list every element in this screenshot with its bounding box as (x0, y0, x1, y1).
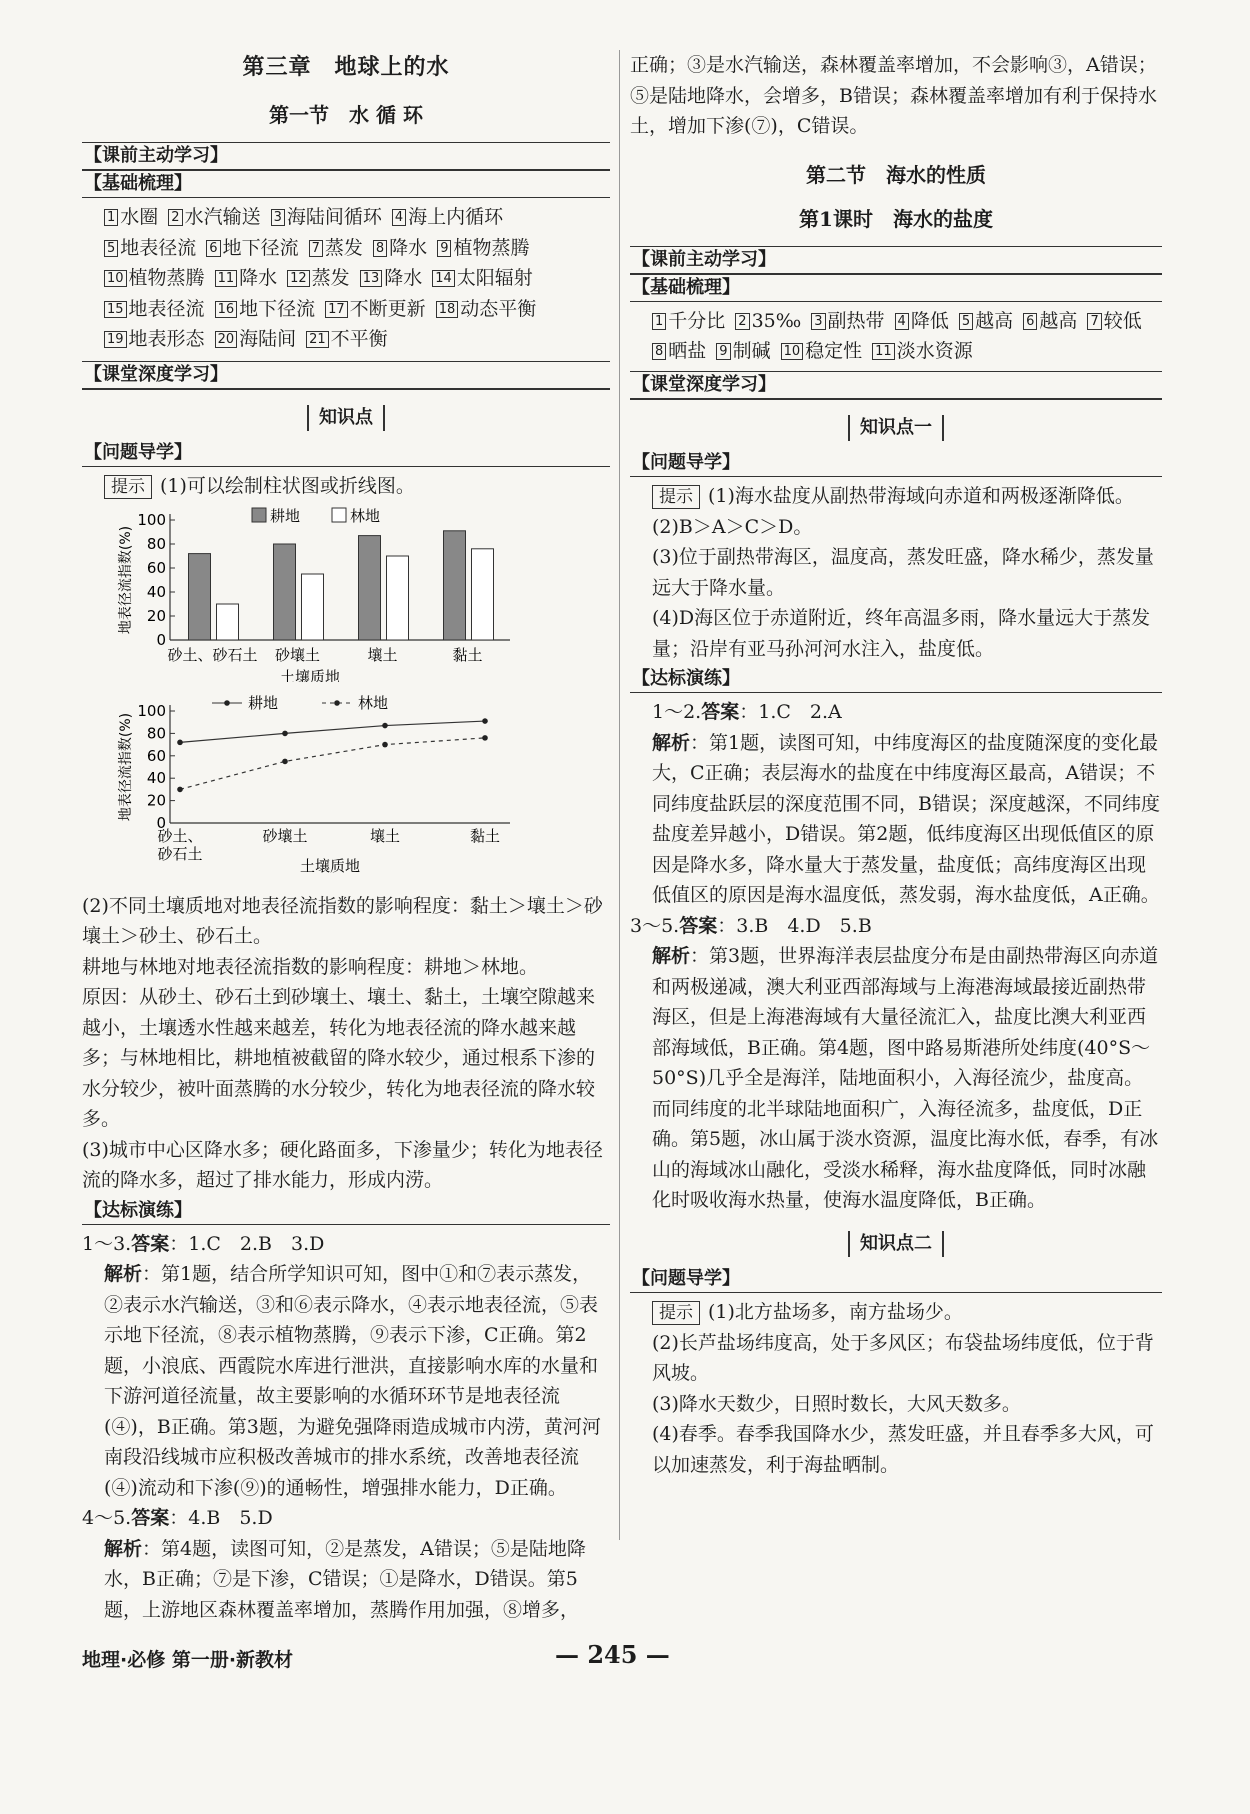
basics2-item (895, 306, 949, 337)
knowledge-point-1 (630, 412, 1162, 443)
basics-item (287, 263, 350, 294)
analysis-2 (82, 1534, 610, 1626)
guide-3: (3)位于副热带海区，温度高，蒸发旺盛，降水稀少，蒸发量远大于降水量。 (652, 546, 1154, 599)
analysis-label: 解析 (104, 1537, 143, 1560)
item-text: 降低 (910, 309, 949, 332)
class-study-header-2: 【课堂深度学习】 (630, 371, 1162, 400)
item-text: 地表径流 (128, 297, 205, 320)
tip-line (82, 471, 610, 502)
point-耕地 (382, 723, 388, 729)
practice-header: 【达标演练】 (82, 1198, 610, 1225)
basics-item (215, 294, 316, 325)
item-text: 越高 (1039, 309, 1078, 332)
item-text: 植物蒸腾 (453, 236, 530, 259)
item-number: 11 (872, 343, 895, 360)
basics-header: 【基础梳理】 (82, 171, 610, 198)
y-tick-label: 40 (146, 582, 166, 601)
x-tick-label: 砂壤土 (262, 827, 308, 845)
legend-label: 耕地 (270, 506, 301, 525)
basics-item (168, 202, 260, 233)
item-text: 植物蒸腾 (128, 267, 205, 289)
item-text: 越高 (975, 309, 1014, 332)
point-林地 (382, 742, 388, 748)
guide-header: 【问题导学】 (82, 440, 610, 467)
point-林地 (282, 759, 288, 765)
item-text: 降水 (239, 267, 278, 289)
left-column (82, 50, 610, 1625)
knowledge-point-1-label: 知识点一 (848, 415, 944, 441)
item-number: 12 (287, 270, 310, 287)
para-2: (2)不同土壤质地对地表径流指数的影响程度：黏土＞壤土＞砂壤土＞砂土、砂石土。 (82, 894, 603, 947)
basics-item (104, 263, 205, 294)
bar-林地 (217, 604, 239, 640)
point-耕地 (177, 740, 183, 746)
bar-耕地 (359, 535, 381, 639)
section-title: 第一节 水 循 环 (269, 103, 423, 127)
right-column (630, 50, 1162, 1480)
item-number: 8 (373, 240, 387, 257)
x-tick-label: 砂土、砂石土 (167, 645, 258, 664)
answer-label: 答案 (701, 701, 740, 723)
item-number: 15 (104, 301, 127, 318)
answer-2 (82, 1503, 610, 1534)
y-tick-label: 60 (146, 746, 166, 765)
answer-r2-range: 3～5. (630, 914, 680, 937)
answer-r1 (630, 697, 1162, 728)
y-tick-label: 80 (146, 534, 166, 553)
basics-item (325, 294, 426, 325)
item-text: 不平衡 (330, 328, 388, 350)
legend-swatch (252, 508, 266, 522)
item-text: 水汽输送 (184, 206, 261, 228)
point-林地 (177, 787, 183, 793)
y-tick-label: 80 (146, 724, 166, 743)
bar-chart-svg (82, 502, 610, 682)
item-text: 晒盐 (668, 340, 707, 362)
footer-subject: 地理·必修 第一册·新教材 (82, 1649, 294, 1671)
item-text: 海陆间循环 (286, 206, 382, 228)
item-text: 蒸发 (311, 267, 350, 289)
item-text: 动态平衡 (460, 297, 537, 320)
basics2-item (781, 336, 863, 367)
basics2-item (811, 306, 884, 337)
point-林地 (482, 735, 488, 741)
bar-耕地 (274, 544, 296, 640)
x-tick-label: 砂石土 (157, 845, 203, 863)
guide-header-2: 【问题导学】 (630, 450, 1162, 477)
item-number: 14 (432, 270, 455, 287)
para-4: 原因：从砂土、砂石土到砂壤土、壤土、黏土，土壤空隙越来越小，土壤透水性越来越差，转化为地表径流的降水越来越多；与林地相比，耕地植被截留的降水较少，通过根系下渗的水分较少，被叶面蒸腾的水分较少，转化为地表径流的降水较多。 (82, 986, 596, 1130)
basics-item (432, 263, 533, 294)
y-tick-label: 100 (137, 702, 166, 720)
item-text: 太阳辐射 (456, 267, 533, 289)
analysis-2-text: ：第4题，读图可知，②是蒸发，A错误；⑤是陆地降水，B正确；⑦是下渗，C错误；①是降水，D错误。第5题，上游地区森林覆盖率增加，蒸腾作用加强，⑧增多， (104, 1537, 586, 1621)
guide-1 (630, 481, 1162, 512)
answer-2-range: 4～5. (82, 1507, 132, 1529)
item-number: 5 (959, 313, 973, 330)
guide2-2: (2)长芦盐场纬度高，处于多风区；布袋盐场纬度低，位于背风坡。 (652, 1331, 1154, 1384)
knowledge-point-label: 知识点 (307, 405, 385, 431)
guide2-1 (630, 1297, 1162, 1328)
guide-2: (2)B＞A＞C＞D。 (652, 515, 813, 538)
item-number: 18 (436, 301, 459, 318)
y-tick-label: 100 (137, 510, 166, 529)
legend-swatch (332, 508, 346, 522)
point-耕地 (482, 718, 488, 724)
item-text: 海陆间 (239, 328, 297, 350)
item-text: 地下径流 (222, 236, 299, 259)
legend-label: 林地 (350, 506, 381, 525)
point-耕地 (282, 731, 288, 737)
answer-label: 答案 (679, 914, 718, 937)
item-text: 不断更新 (349, 297, 426, 320)
basics2-item (652, 306, 725, 337)
answer-r1-range: 1～2. (652, 701, 702, 723)
y-tick-label: 0 (156, 814, 166, 832)
item-number: 17 (325, 301, 348, 318)
x-tick-label: 砂土、 (157, 827, 203, 845)
item-number: 21 (306, 331, 329, 348)
basics2-item (959, 306, 1013, 337)
answer-r1-values: ：1.C 2.A (739, 701, 842, 723)
answer-label: 答案 (131, 1232, 170, 1255)
knowledge-point (82, 402, 610, 433)
item-number: 3 (811, 313, 825, 330)
item-number: 10 (781, 343, 804, 360)
basics-item (309, 233, 363, 264)
item-text: 地表径流 (120, 236, 197, 259)
item-text: 降水 (389, 236, 428, 259)
guide2-4: (4)春季。春季我国降水少，蒸发旺盛，并且春季多大风，可以加速蒸发，利于海盐晒制。 (652, 1423, 1154, 1476)
guide2-3: (3)降水天数少，日照时数长，大风天数多。 (652, 1392, 1021, 1415)
basics2-item (652, 336, 706, 367)
basics-item (436, 294, 537, 325)
legend-marker (224, 700, 230, 706)
knowledge-point-2 (630, 1228, 1162, 1259)
y-axis-label: 地表径流指数(%) (118, 712, 134, 822)
item-number: 1 (652, 313, 666, 330)
item-number: 4 (895, 313, 909, 330)
para-3: 耕地与林地对地表径流指数的影响程度：耕地＞林地。 (82, 955, 539, 978)
basics-item (437, 233, 529, 264)
basics-item (360, 263, 423, 294)
item-text: 海上内循环 (408, 206, 504, 228)
analysis-1 (82, 1259, 610, 1503)
item-number: 2 (735, 313, 749, 330)
answer-2-values: ：4.B 5.D (169, 1507, 273, 1529)
item-text: 地下径流 (239, 297, 316, 320)
item-text: 水圈 (120, 206, 159, 228)
item-number: 1 (104, 209, 118, 226)
line-chart (82, 691, 610, 891)
class-study-header: 【课堂深度学习】 (82, 361, 610, 390)
item-text: 较低 (1103, 309, 1142, 332)
page-number: — 245 — (555, 1640, 670, 1669)
basics-header-2: 【基础梳理】 (630, 275, 1162, 302)
item-text: 稳定性 (805, 340, 863, 362)
y-tick-label: 20 (146, 791, 166, 810)
answer-r2 (630, 911, 1162, 942)
item-text: 制碱 (732, 340, 771, 362)
item-text: 降水 (384, 267, 423, 289)
bar-林地 (387, 556, 409, 640)
item-number: 6 (206, 240, 220, 257)
item-number: 5 (104, 240, 118, 257)
item-number: 9 (716, 343, 730, 360)
guide-1-text: (1)海水盐度从副热带海域向赤道和两极逐渐降低。 (708, 485, 1134, 507)
basics2-item (716, 336, 770, 367)
basics-item (104, 324, 205, 355)
basics-items-2 (630, 306, 1162, 367)
legend-label: 耕地 (248, 694, 279, 712)
chapter-title: 第三章 地球上的水 (242, 54, 450, 80)
analysis-r1-text: ：第1题，读图可知，中纬度海区的盐度随深度的变化最大，C正确；表层海水的盐度在中纬度海区最高，A错误；不同纬度盐跃层的深度范围不同，B错误；深度越深，不同纬度盐度差异越小，D错误。第2题，低纬度海区出现低值区的原因是降水多，降水量大于蒸发量，盐度低；高纬度海区出现低值区的原因是海水温度低，蒸发弱，海水盐度低，A正确。 (652, 731, 1160, 906)
item-text: 淡水资源 (896, 340, 973, 362)
continued-text: 正确；③是水汽输送，森林覆盖率增加，不会影响③，A错误；⑤是陆地降水，会增多，B错误；森林覆盖率增加有利于保持水土，增加下渗(⑦)，C错误。 (630, 54, 1157, 137)
answer-1-range: 1～3. (82, 1232, 132, 1255)
answer-1 (82, 1229, 610, 1260)
tip-box: 提示 (104, 475, 152, 499)
basics-item (392, 202, 503, 233)
item-text: 千分比 (668, 309, 726, 332)
item-number: 10 (104, 270, 127, 287)
tip-box-2: 提示 (652, 485, 700, 509)
tip-text: (1)可以绘制柱状图或折线图。 (160, 475, 415, 497)
basics-item (271, 202, 382, 233)
basics-item (215, 324, 297, 355)
analysis-r1 (630, 728, 1162, 911)
analysis-label: 解析 (652, 731, 691, 754)
pre-study-header: 【课前主动学习】 (82, 142, 610, 171)
knowledge-point-2-label: 知识点二 (848, 1231, 944, 1257)
bar-林地 (472, 548, 494, 639)
y-axis-label: 地表径流指数(%) (118, 525, 134, 634)
para-5: (3)城市中心区降水多；硬化路面多，下渗量少；转化为地表径流的降水多，超过了排水能力，形成内涝。 (82, 1138, 603, 1191)
practice-header-2: 【达标演练】 (630, 666, 1162, 693)
item-number: 2 (168, 209, 182, 226)
legend-label: 林地 (358, 694, 389, 712)
basics2-item (1023, 306, 1077, 337)
basics-item (206, 233, 298, 264)
analysis-label: 解析 (652, 945, 691, 967)
y-tick-label: 0 (156, 630, 166, 649)
basics-item (104, 202, 158, 233)
x-tick-label: 壤土 (369, 827, 401, 845)
line-chart-svg (82, 691, 610, 881)
item-number: 3 (271, 209, 285, 226)
basics2-item (735, 306, 801, 337)
guide-header-3: 【问题导学】 (630, 1266, 1162, 1293)
answer-label: 答案 (131, 1507, 170, 1529)
column-divider (619, 50, 620, 1540)
basics-items (82, 202, 610, 355)
item-number: 8 (652, 343, 666, 360)
item-number: 11 (215, 270, 238, 287)
analysis-1-text: ：第1题，结合所学知识可知，图中①和⑦表示蒸发，②表示水汽输送，③和⑥表示降水，④表示地表径流，⑤表示地下径流，⑧表示植物蒸腾，⑨表示下渗，C正确。第2题，小浪底、西霞院水库进行泄洪，直接影响水库的水量和下游河道径流量，故主要影响的水循环环节是地表径流(④)，B正确。第3题，为避免强降雨造成城市内涝，黄河河南段沿线城市应积极改善城市的排水系统，改善地表径流(④)流动和下渗(⑨)的通畅性，增强排水能力，D正确。 (104, 1263, 601, 1499)
bar-耕地 (189, 553, 211, 639)
analysis-label: 解析 (104, 1263, 143, 1285)
item-number: 9 (437, 240, 451, 257)
section-title-2: 第二节 海水的性质 (806, 162, 986, 187)
basics-item (215, 263, 278, 294)
item-number: 7 (1087, 313, 1101, 330)
x-tick-label: 黏土 (452, 645, 483, 664)
guide-4: (4)D海区位于赤道附近，终年高温多雨，降水量远大于蒸发量；沿岸有亚马孙河河水注入，盐度低。 (652, 607, 1151, 660)
bar-耕地 (444, 530, 466, 639)
item-number: 4 (392, 209, 406, 226)
x-tick-label: 黏土 (469, 827, 501, 845)
item-number: 13 (360, 270, 383, 287)
item-number: 16 (215, 301, 238, 318)
legend-marker (334, 700, 340, 706)
bar-chart (82, 502, 610, 692)
basics2-item (872, 336, 973, 367)
analysis-r2 (630, 941, 1162, 1216)
answer-r2-values: ：3.B 4.D 5.B (717, 914, 872, 937)
bar-林地 (302, 574, 324, 640)
item-text: 地表形态 (128, 328, 205, 350)
pre-study-header-2: 【课前主动学习】 (630, 246, 1162, 275)
guide2-1-text: (1)北方盐场多，南方盐场少。 (708, 1301, 963, 1323)
tip-box-3: 提示 (652, 1301, 700, 1325)
x-axis-label: 土壤质地 (299, 857, 361, 875)
item-number: 6 (1023, 313, 1037, 330)
basics-item (306, 324, 388, 355)
lesson-title: 第1课时 海水的盐度 (799, 206, 993, 231)
x-tick-label: 壤土 (367, 645, 398, 664)
item-number: 19 (104, 331, 127, 348)
y-tick-label: 20 (146, 606, 166, 625)
item-number: 20 (215, 331, 238, 348)
series-line-林地 (180, 738, 485, 790)
item-text: 35‰ (751, 309, 802, 332)
answer-1-values: ：1.C 2.B 3.D (169, 1232, 325, 1255)
x-tick-label: 砂壤土 (274, 645, 321, 664)
item-text: 副热带 (827, 309, 885, 332)
analysis-r2-text: ：第3题，世界海洋表层盐度分布是由副热带海区向赤道和两极递减，澳大利亚西部海域与上海港海域最接近副热带海区，但是上海港海域有大量径流汇入，盐度比澳大利亚西部海域低，B正确。第4题，图中路易斯港所处纬度(40°S～50°S)几乎全是海洋，陆地面积小，入海径流少，盐度高。而同纬度的北半球陆地面积广，入海径流多，盐度低，D正确。第5题，冰山属于淡水资源，温度比海水低，春季，有冰山的海域冰山融化，受淡水稀释，海水盐度降低，同时冰融化时吸收海水热量，使海水温度降低，B正确。 (652, 945, 1159, 1211)
basics-item (104, 233, 196, 264)
item-text: 蒸发 (324, 236, 363, 259)
x-axis-label: 土壤质地 (279, 667, 341, 682)
series-line-耕地 (180, 721, 485, 742)
basics-item (104, 294, 205, 325)
y-tick-label: 40 (146, 769, 166, 788)
basics2-item (1087, 306, 1141, 337)
y-tick-label: 60 (146, 558, 166, 577)
item-number: 7 (309, 240, 323, 257)
basics-item (373, 233, 427, 264)
